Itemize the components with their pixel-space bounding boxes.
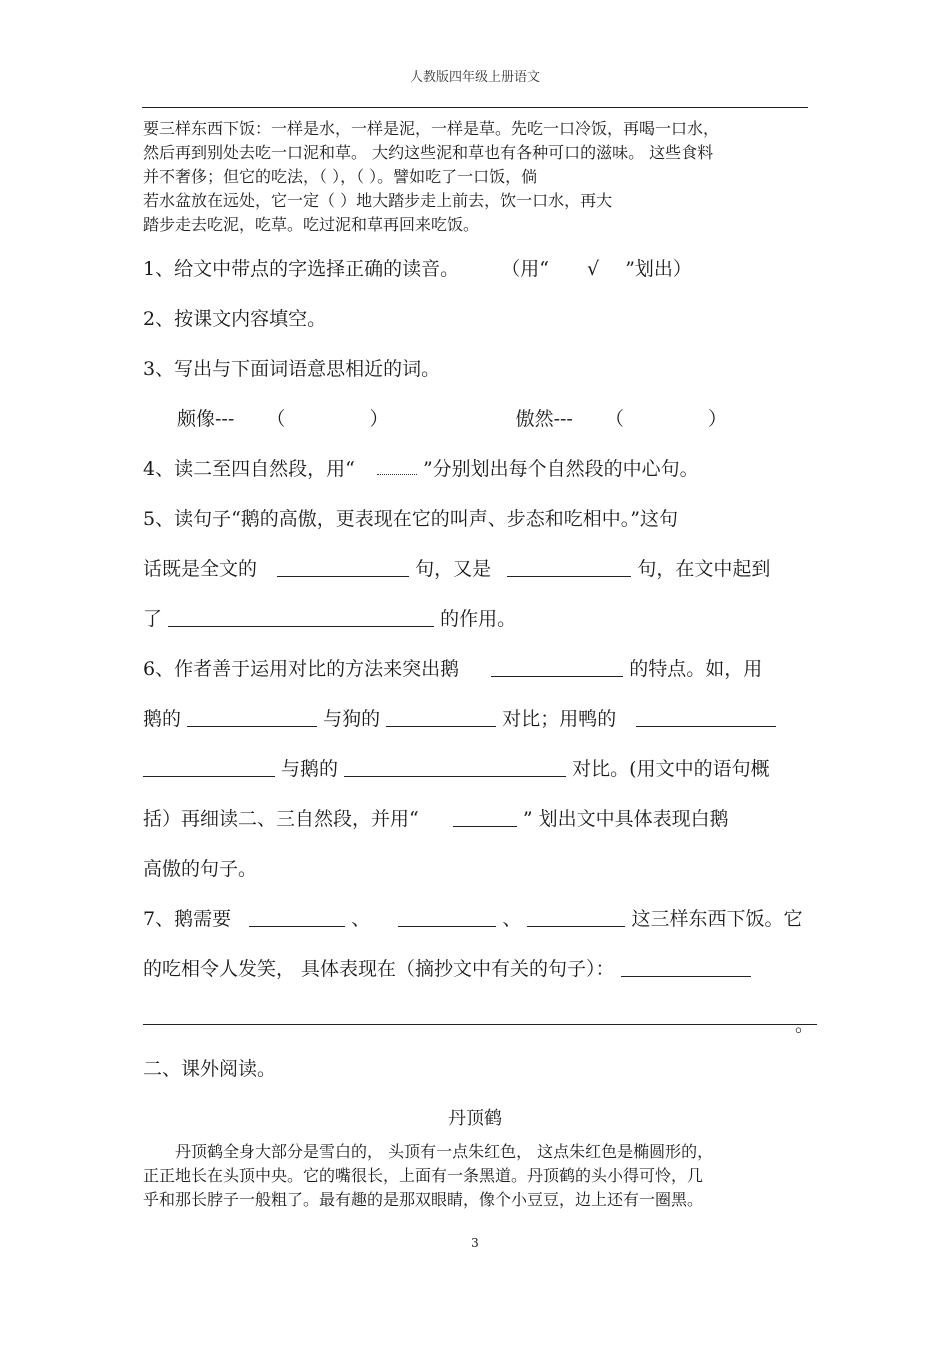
blank-line [527, 908, 625, 927]
reading-passage [143, 117, 808, 237]
blank-line [277, 558, 409, 577]
q5-text: 了 [143, 608, 163, 630]
q6-text: 的特点。如，用 [629, 658, 763, 680]
check-mark: √ [587, 258, 600, 280]
blank-line [344, 758, 566, 777]
q7-text: 、 [351, 908, 371, 930]
question-7-line-2 [143, 954, 813, 981]
answer-line [143, 1024, 817, 1025]
blank-line [249, 908, 345, 927]
word-2-open-paren: （ [604, 408, 624, 430]
q7-text: 、 [502, 908, 522, 930]
header-rule [142, 107, 808, 108]
q6-text: 括）再细读二、三自然段，并用“ [143, 808, 419, 830]
article-line: 乎和那长脖子一般粗了。最有趣的是那双眼睛，像个小豆豆，边上还有一圈黑。 [143, 1190, 704, 1209]
end-period: 。 [795, 1014, 815, 1036]
word-1-close-paren: ） [369, 408, 389, 430]
q7-text: 7、鹅需要 [143, 908, 232, 930]
blank-line [398, 908, 496, 927]
word-2-close-paren: ） [708, 408, 728, 430]
blank-line [168, 608, 434, 627]
question-5-line-2 [143, 554, 813, 581]
q6-text: ” 划出文中具体表现白鹅 [522, 808, 729, 830]
blank-line [386, 708, 496, 727]
passage-line: 并不奢侈；但它的吃法，（ ），（ ）。譬如吃了一口饭，倘 [143, 167, 538, 186]
question-3: 3、写出与下面词语意思相近的词。 [143, 358, 441, 380]
question-3-words [177, 404, 847, 431]
blank-line [636, 708, 776, 727]
q5-text: 的作用。 [440, 608, 517, 630]
wavy-underline-sample [377, 460, 417, 475]
article-title: 丹顶鹤 [448, 1108, 502, 1129]
q5-text: 话既是全文的 [143, 558, 258, 580]
word-1-open-paren: （ [266, 408, 286, 430]
question-6-line-5: 高傲的句子。 [143, 858, 258, 880]
passage-line: 踏步走去吃泥，吃草。吃过泥和草再回来吃饭。 [143, 215, 480, 234]
q6-text: 6、作者善于运用对比的方法来突出鹅 [143, 658, 460, 680]
question-6-line-2 [143, 704, 813, 731]
q6-text: 与鹅的 [281, 758, 339, 780]
article-body [143, 1140, 813, 1212]
blank-line [507, 558, 631, 577]
question-4-text-a: 4、读二至四自然段，用“ [143, 458, 355, 480]
article-line: 丹顶鹤全身大部分是雪白的， 头顶有一点朱红色， 这点朱红色是椭圆形的， [175, 1142, 714, 1161]
page-number: 3 [471, 1236, 479, 1250]
question-1 [143, 254, 813, 281]
question-5-line-3 [143, 604, 813, 631]
question-6-line-1 [143, 654, 813, 681]
page-header: 人教版四年级上册语文 [409, 70, 540, 85]
article-line: 正正地长在头顶中央。它的嘴很长，上面有一条黑道。丹顶鹤的头小得可怜，几 [143, 1166, 704, 1185]
passage-line: 然后再到别处去吃一口泥和草。 大约这些泥和草也有各种可口的滋味。 这些食料 [143, 143, 714, 162]
q7-text: 的吃相令人发笑， 具体表现在（摘抄文中有关的句子）： [143, 958, 615, 980]
question-4-text-b: ”分别划出每个自然段的中心句。 [422, 458, 699, 480]
word-2: 傲然--- [515, 408, 573, 430]
question-7-line-1 [143, 904, 813, 931]
question-6-line-4 [143, 804, 813, 831]
q5-text: 句，又是 [415, 558, 492, 580]
question-5-line-1: 5、读句子“鹅的高傲，更表现在它的叫声、步态和吃相中。”这句 [143, 508, 679, 530]
question-1-paren-open: （用“ [501, 258, 549, 280]
passage-line: 要三样东西下饭：一样是水，一样是泥，一样是草。先吃一口冷饭，再喝一口水， [143, 119, 720, 138]
q6-text: 对比。(用文中的语句概 [572, 758, 770, 780]
blank-line [143, 758, 275, 777]
q6-text: 鹅的 [143, 708, 182, 730]
question-4 [143, 454, 813, 481]
blank-line [621, 958, 751, 977]
section-2-title: 二、课外阅读。 [143, 1058, 277, 1080]
q6-text: 对比；用鸭的 [502, 708, 617, 730]
question-2: 2、按课文内容填空。 [143, 308, 327, 330]
passage-line: 若水盆放在远处，它一定（ ）地大踏步走上前去，饮一口水，再大 [143, 191, 613, 210]
question-1-paren-close: ”划出） [625, 258, 692, 280]
blank-line [491, 658, 623, 677]
blank-line [453, 808, 517, 827]
question-1-text: 1、给文中带点的字选择正确的读音。 [143, 258, 460, 280]
blank-line [187, 708, 317, 727]
word-1: 颇像--- [177, 408, 235, 430]
question-6-line-3 [143, 754, 813, 781]
q6-text: 与狗的 [323, 708, 381, 730]
q7-text: 这三样东西下饭。它 [631, 908, 803, 930]
q5-text: 句，在文中起到 [637, 558, 771, 580]
